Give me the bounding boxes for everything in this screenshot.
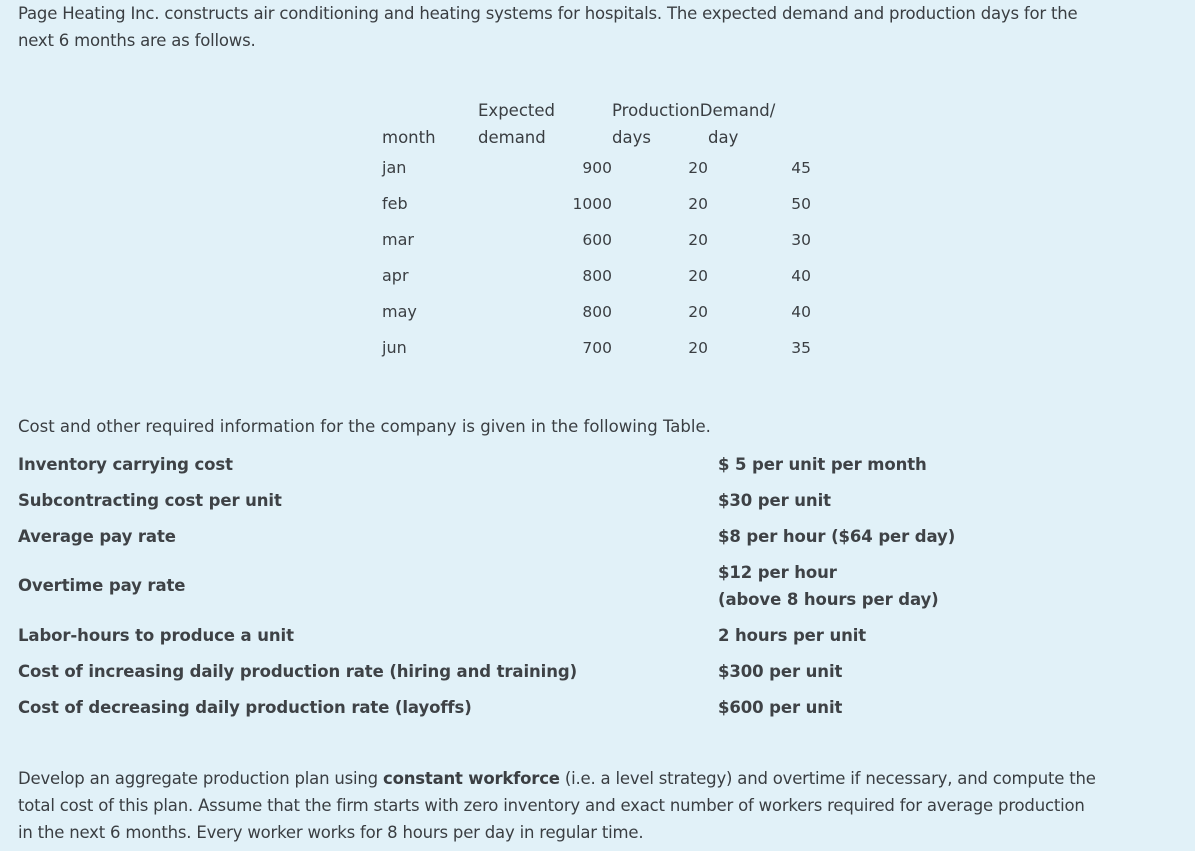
header-expected: Expected [478,101,555,120]
intro-paragraph [18,0,1183,54]
cost-row [18,694,1178,730]
cost-label: Labor-hours to produce a unit [18,626,294,645]
demand-cell: 900 [582,159,612,177]
cost-value-note: (above 8 hours per day) [718,590,939,609]
month-cell: mar [382,230,414,249]
days-cell: 20 [688,339,708,357]
table-row [382,265,822,301]
cost-row [18,523,1178,559]
table-row [382,193,822,229]
table-row [382,229,822,265]
table-row [382,301,822,337]
header-demand: demand [478,128,546,147]
per-day-cell: 40 [791,267,811,285]
cost-label: Subcontracting cost per unit [18,491,282,510]
month-cell: jan [382,158,407,177]
per-day-cell: 50 [791,195,811,213]
cost-row [18,487,1178,523]
cost-value: $ 5 per unit per month [718,455,927,474]
month-cell: apr [382,266,409,285]
demand-table-header [382,97,822,157]
task-line-1-end: (i.e. a level strategy) and overtime if necessary, and compute the [559,769,1096,788]
cost-table [18,451,1178,730]
task-line-1-start: Develop an aggregate production plan using [18,769,383,788]
header-days: days [612,128,651,147]
demand-cell: 700 [582,339,612,357]
demand-cell: 1000 [572,195,612,213]
task-line-2: total cost of this plan. Assume that the firm starts with zero inventory and exact number of workers required for average production [18,796,1085,815]
header-day: day [708,128,739,147]
cost-label: Overtime pay rate [18,576,186,595]
cost-row [18,451,1178,487]
month-cell: jun [382,338,407,357]
cost-value: $30 per unit [718,491,831,510]
days-cell: 20 [688,303,708,321]
days-cell: 20 [688,195,708,213]
cost-value: 2 hours per unit [718,626,867,645]
cost-label: Inventory carrying cost [18,455,233,474]
table-row [382,337,822,373]
cost-label: Cost of decreasing daily production rate (layoffs) [18,698,472,717]
cost-value: $8 per hour ($64 per day) [718,527,956,546]
cost-value: $300 per unit [718,662,843,681]
cost-label: Cost of increasing daily production rate (hiring and training) [18,662,578,681]
cost-value: $600 per unit [718,698,843,717]
intro-line-2: next 6 months are as follows. [18,31,256,50]
header-month: month [382,128,436,147]
task-emphasis: constant workforce [383,769,560,788]
task-line-1 [18,765,1183,792]
cost-value: $12 per hour [718,563,837,582]
header-production-demand: ProductionDemand/ [612,101,776,120]
cost-intro: Cost and other required information for the company is given in the following Table. [18,417,711,436]
month-cell: feb [382,194,408,213]
per-day-cell: 35 [791,339,811,357]
per-day-cell: 40 [791,303,811,321]
cost-row [18,658,1178,694]
table-row [382,157,822,193]
task-line-3: in the next 6 months. Every worker works for 8 hours per day in regular time. [18,823,644,842]
cost-row [18,559,1178,622]
demand-cell: 600 [582,231,612,249]
days-cell: 20 [688,231,708,249]
days-cell: 20 [688,159,708,177]
demand-table [382,97,822,373]
days-cell: 20 [688,267,708,285]
per-day-cell: 45 [791,159,811,177]
month-cell: may [382,302,417,321]
demand-cell: 800 [582,267,612,285]
cost-label: Average pay rate [18,527,176,546]
per-day-cell: 30 [791,231,811,249]
task-paragraph [18,765,1183,846]
demand-cell: 800 [582,303,612,321]
intro-line-1: Page Heating Inc. constructs air conditioning and heating systems for hospitals. The expected demand and production days for the [18,4,1078,23]
cost-row [18,622,1178,658]
